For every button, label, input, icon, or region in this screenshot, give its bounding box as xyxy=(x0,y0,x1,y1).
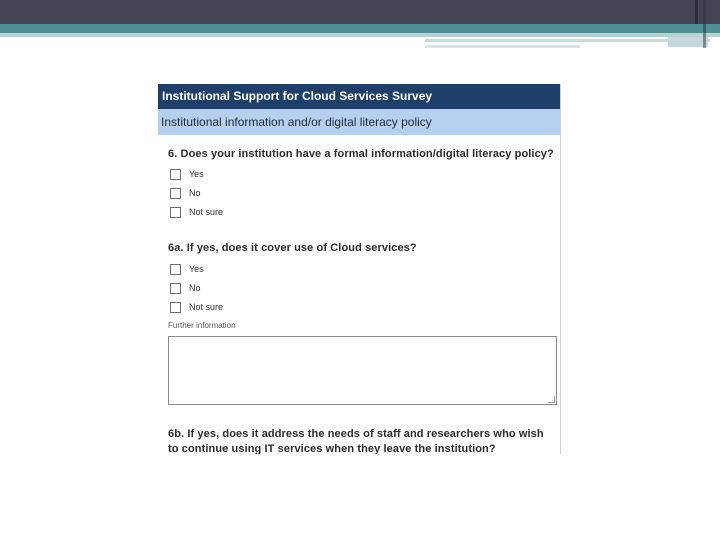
option-label: Yes xyxy=(189,264,204,274)
slide-light-band xyxy=(0,33,720,37)
slide-decor-line xyxy=(695,0,698,24)
slide-top-bar xyxy=(0,0,720,24)
checkbox[interactable] xyxy=(170,264,181,275)
survey-title: Institutional Support for Cloud Services Survey xyxy=(158,84,560,109)
resize-handle-icon[interactable] xyxy=(548,396,555,403)
slide-decor-strip xyxy=(425,45,580,48)
slide-decor-line xyxy=(703,0,706,48)
section-header: Institutional information and/or digital literacy policy xyxy=(158,109,560,135)
question-6: 6. Does your institution have a formal information/digital literacy policy? xyxy=(168,148,554,160)
further-information-label: Further information xyxy=(168,321,236,330)
checkbox[interactable] xyxy=(170,283,181,294)
checkbox[interactable] xyxy=(170,302,181,313)
option-label: Not sure xyxy=(189,207,224,217)
question-6a: 6a. If yes, does it cover use of Cloud services? xyxy=(168,242,417,254)
option-no[interactable] xyxy=(170,282,201,294)
option-not-sure[interactable] xyxy=(170,301,223,313)
option-yes[interactable] xyxy=(170,263,204,275)
checkbox[interactable] xyxy=(170,188,181,199)
option-label: Not sure xyxy=(189,302,224,312)
option-not-sure[interactable] xyxy=(170,206,223,218)
slide-decor-strip xyxy=(668,37,708,47)
checkbox[interactable] xyxy=(170,207,181,218)
further-information-textarea[interactable] xyxy=(168,336,557,405)
option-yes[interactable] xyxy=(170,168,204,180)
option-label: No xyxy=(189,188,201,198)
question-6b-line1: 6b. If yes, does it address the needs of staff and researchers who wish xyxy=(168,428,544,440)
option-no[interactable] xyxy=(170,187,201,199)
survey-screenshot xyxy=(158,84,561,454)
question-6b-line2: to continue using IT services when they leave the institution? xyxy=(168,443,496,454)
slide-teal-band xyxy=(0,24,720,33)
option-label: No xyxy=(189,283,201,293)
checkbox[interactable] xyxy=(170,169,181,180)
option-label: Yes xyxy=(189,169,204,179)
